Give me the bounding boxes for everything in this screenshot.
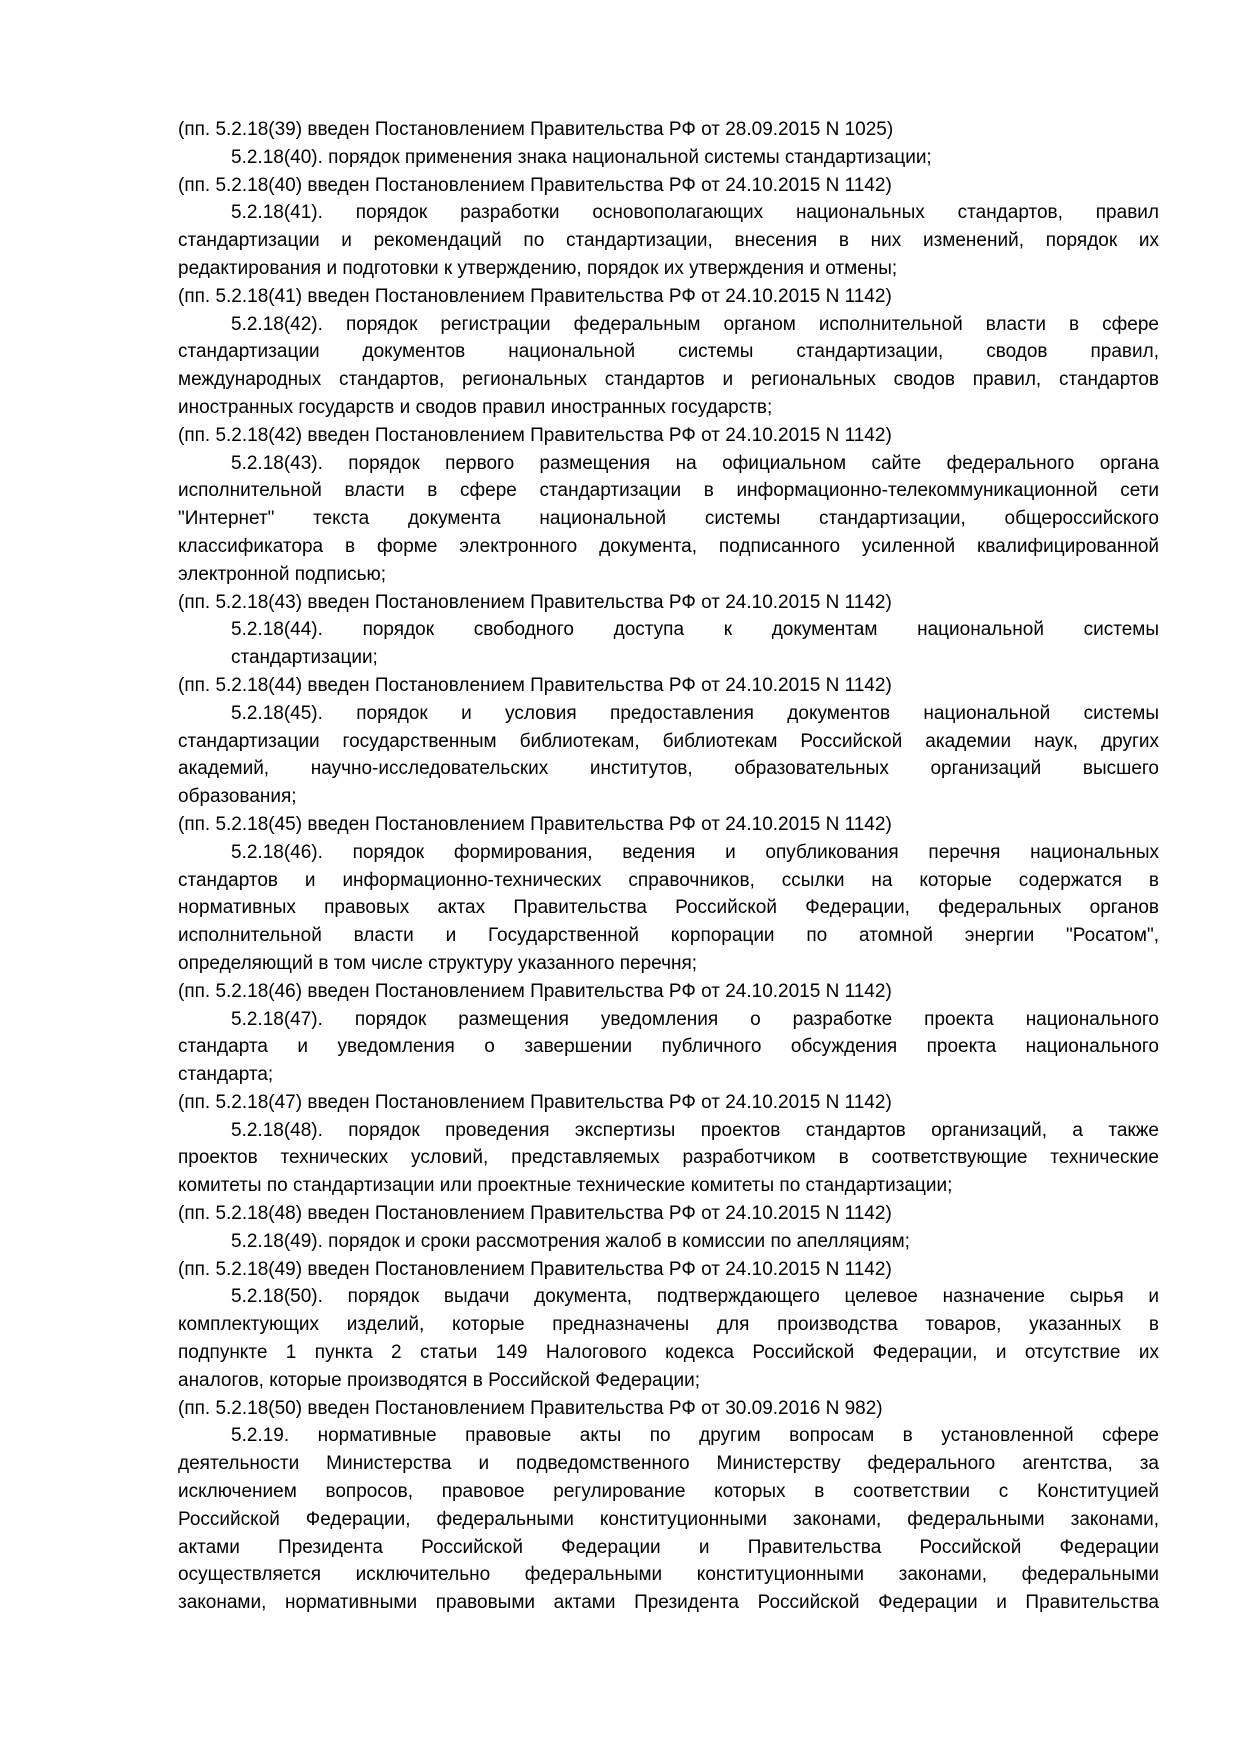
text-line: законами, нормативными правовыми актами Президента Российской Федерации и Правительства bbox=[178, 1592, 1159, 1614]
text-line: академий, научно-исследовательских институтов, образовательных организаций высшего bbox=[178, 758, 1159, 780]
text-line: (пп. 5.2.18(42) введен Постановлением Правительства РФ от 24.10.2015 N 1142) bbox=[178, 424, 892, 446]
text-line: осуществляется исключительно федеральными конституционными законами, федеральными bbox=[178, 1564, 1159, 1586]
text-line: (пп. 5.2.18(40) введен Постановлением Правительства РФ от 24.10.2015 N 1142) bbox=[178, 174, 892, 196]
text-line: 5.2.19. нормативные правовые акты по другим вопросам в установленной сфере bbox=[231, 1425, 1159, 1447]
text-line: иностранных государств и сводов правил иностранных государств; bbox=[178, 396, 773, 418]
document-page bbox=[178, 116, 1159, 1617]
text-line: стандартов и информационно-технических справочников, ссылки на которые содержатся в bbox=[178, 869, 1159, 891]
text-line: (пп. 5.2.18(50) введен Постановлением Правительства РФ от 30.09.2016 N 982) bbox=[178, 1397, 883, 1419]
text-line: электронной подписью; bbox=[178, 563, 387, 585]
text-line: стандартизации документов национальной системы стандартизации, сводов правил, bbox=[178, 341, 1159, 363]
text-line: определяющий в том числе структуру указанного перечня; bbox=[178, 952, 698, 974]
text-line: 5.2.18(43). порядок первого размещения на официальном сайте федерального органа bbox=[231, 452, 1159, 474]
text-line: 5.2.18(47). порядок размещения уведомления о разработке проекта национального bbox=[231, 1008, 1159, 1030]
text-line: 5.2.18(50). порядок выдачи документа, подтверждающего целевое назначение сырья и bbox=[231, 1286, 1159, 1308]
text-line: 5.2.18(44). порядок свободного доступа к документам национальной системы bbox=[231, 619, 1159, 641]
text-line: подпункте 1 пункта 2 статьи 149 Налогового кодекса Российской Федерации, и отсутствие их bbox=[178, 1342, 1159, 1364]
text-line: актами Президента Российской Федерации и Правительства Российской Федерации bbox=[178, 1536, 1159, 1558]
text-line: исполнительной власти и Государственной корпорации по атомной энергии "Росатом", bbox=[178, 925, 1159, 947]
text-line: исполнительной власти в сфере стандартизации в информационно-телекоммуникационной сети bbox=[178, 480, 1159, 502]
text-line: (пп. 5.2.18(48) введен Постановлением Правительства РФ от 24.10.2015 N 1142) bbox=[178, 1203, 892, 1225]
document-text bbox=[178, 116, 1159, 1617]
text-line: редактирования и подготовки к утверждению, порядок их утверждения и отмены; bbox=[178, 257, 898, 279]
text-line: аналогов, которые производятся в Российской Федерации; bbox=[178, 1369, 700, 1391]
text-line: 5.2.18(45). порядок и условия предоставления документов национальной системы bbox=[231, 702, 1159, 724]
text-line: (пп. 5.2.18(39) введен Постановлением Правительства РФ от 28.09.2015 N 1025) bbox=[178, 119, 894, 140]
text-line: стандарта; bbox=[178, 1064, 274, 1086]
text-line: Российской Федерации, федеральными конституционными законами, федеральными законами, bbox=[178, 1508, 1159, 1530]
text-line: 5.2.18(48). порядок проведения экспертизы проектов стандартов организаций, а также bbox=[231, 1119, 1159, 1141]
text-line: деятельности Министерства и подведомственного Министерству федерального агентства, за bbox=[178, 1453, 1159, 1475]
text-line: проектов технических условий, представляемых разработчиком в соответствующие технические bbox=[178, 1147, 1159, 1169]
text-line: 5.2.18(40). порядок применения знака национальной системы стандартизации; bbox=[231, 146, 932, 168]
text-line: "Интернет" текста документа национальной системы стандартизации, общероссийского bbox=[178, 508, 1159, 530]
text-line: стандартизации государственным библиотекам, библиотекам Российской академии наук, других bbox=[178, 730, 1159, 752]
text-line: исключением вопросов, правовое регулирование которых в соответствии с Конституцией bbox=[178, 1481, 1159, 1503]
text-line: классификатора в форме электронного документа, подписанного усиленной квалифицированной bbox=[178, 535, 1159, 557]
text-line: 5.2.18(41). порядок разработки основополагающих национальных стандартов, правил bbox=[231, 202, 1159, 224]
text-line: (пп. 5.2.18(44) введен Постановлением Правительства РФ от 24.10.2015 N 1142) bbox=[178, 674, 892, 696]
text-line: (пп. 5.2.18(45) введен Постановлением Правительства РФ от 24.10.2015 N 1142) bbox=[178, 813, 892, 835]
text-line: нормативных правовых актах Правительства Российской Федерации, федеральных органов bbox=[178, 897, 1159, 919]
text-line: стандартизации; bbox=[231, 647, 378, 669]
text-line: (пп. 5.2.18(43) введен Постановлением Правительства РФ от 24.10.2015 N 1142) bbox=[178, 591, 892, 613]
text-line: комплектующих изделий, которые предназначены для производства товаров, указанных в bbox=[178, 1314, 1159, 1336]
text-line: стандарта и уведомления о завершении публичного обсуждения проекта национального bbox=[178, 1036, 1159, 1058]
text-line: 5.2.18(49). порядок и сроки рассмотрения жалоб в комиссии по апелляциям; bbox=[231, 1230, 910, 1252]
text-line: образования; bbox=[178, 786, 297, 808]
text-line: стандартизации и рекомендаций по стандартизации, внесения в них изменений, порядок их bbox=[178, 230, 1159, 252]
text-line: 5.2.18(42). порядок регистрации федеральным органом исполнительной власти в сфере bbox=[231, 313, 1159, 335]
text-line: (пп. 5.2.18(49) введен Постановлением Правительства РФ от 24.10.2015 N 1142) bbox=[178, 1258, 892, 1280]
text-line: (пп. 5.2.18(46) введен Постановлением Правительства РФ от 24.10.2015 N 1142) bbox=[178, 980, 892, 1002]
text-line: международных стандартов, региональных стандартов и региональных сводов правил, стандартов bbox=[178, 369, 1159, 391]
text-line: комитеты по стандартизации или проектные технические комитеты по стандартизации; bbox=[178, 1175, 953, 1197]
text-line: 5.2.18(46). порядок формирования, ведения и опубликования перечня национальных bbox=[231, 841, 1159, 863]
text-line: (пп. 5.2.18(41) введен Постановлением Правительства РФ от 24.10.2015 N 1142) bbox=[178, 285, 892, 307]
text-line: (пп. 5.2.18(47) введен Постановлением Правительства РФ от 24.10.2015 N 1142) bbox=[178, 1091, 892, 1113]
